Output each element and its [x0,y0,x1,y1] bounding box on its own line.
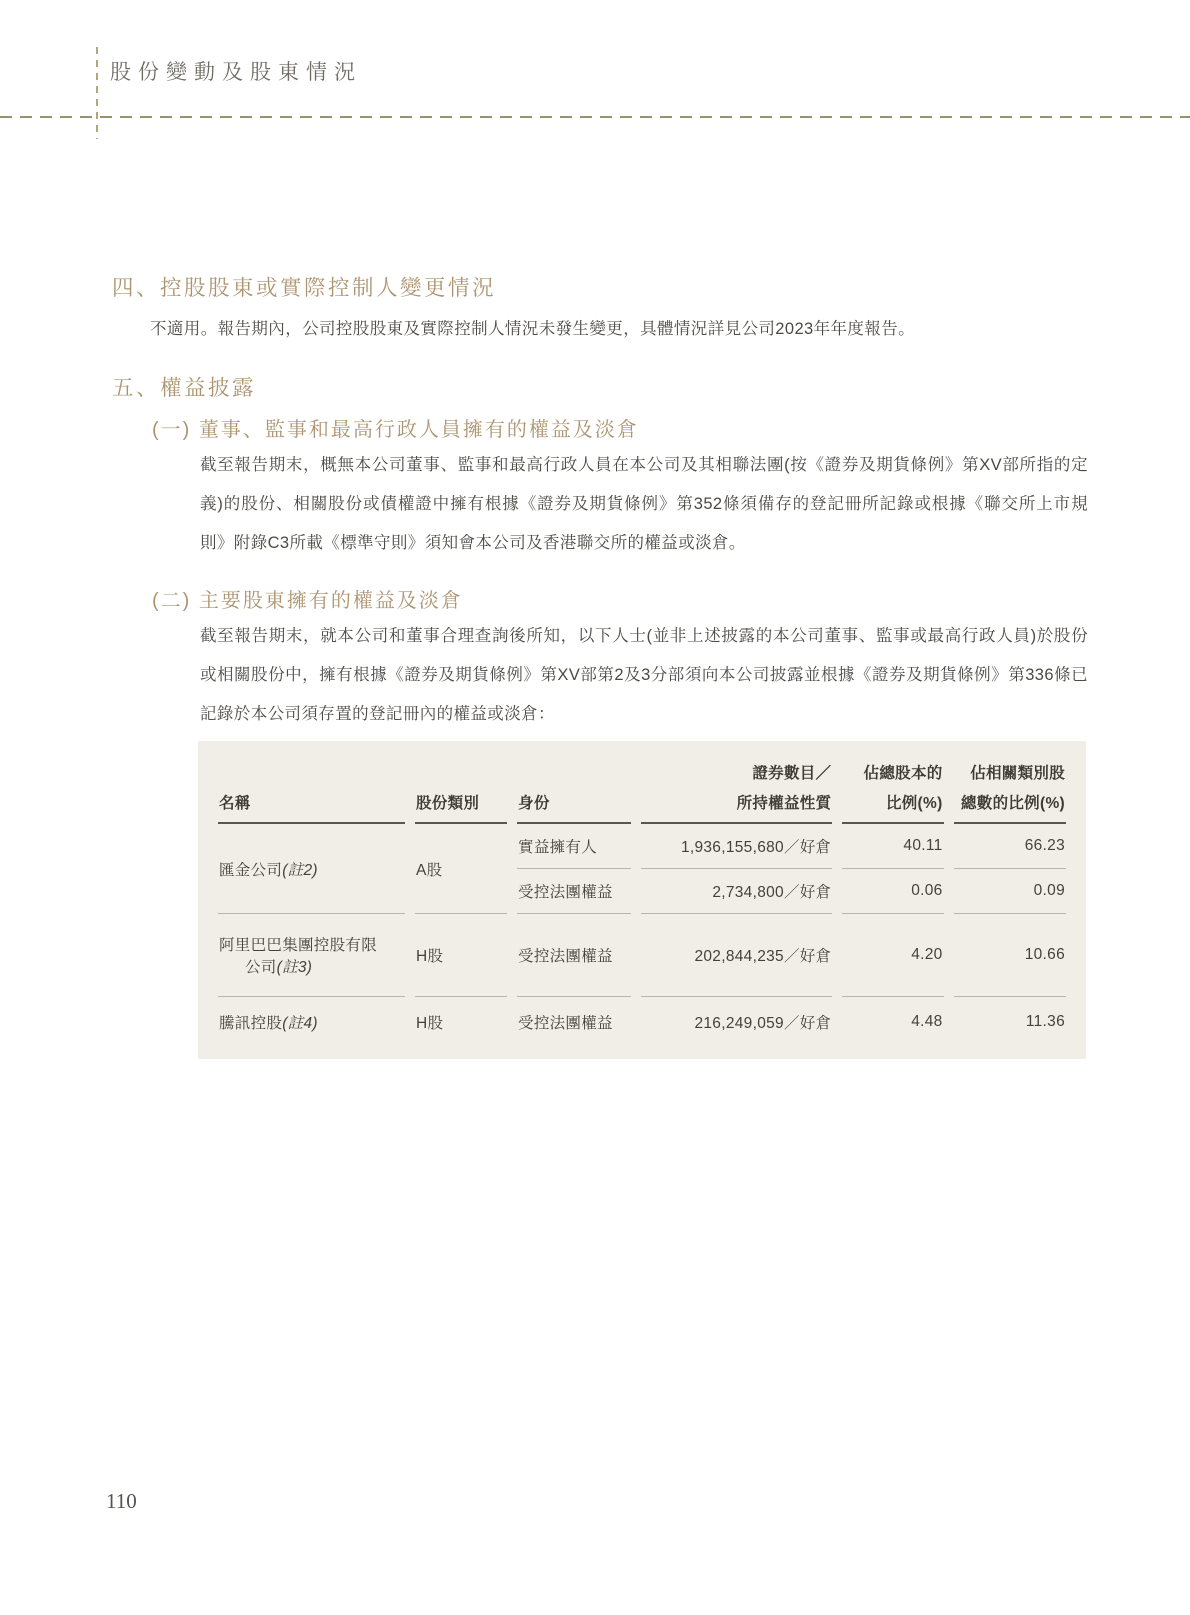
section5-sub1-heading: (一) 董事、監事和最高行政人員擁有的權益及淡倉 [152,419,639,441]
header-securities: 所持權益性質 [641,784,832,824]
header-securities-top: 證券數目／ [752,765,832,782]
cell-securities: 202,844,235／好倉 [641,914,832,997]
cell-securities: 1,936,155,680／好倉 [641,824,832,869]
table-header-row-bottom [218,784,1066,824]
shareholder-name-line2 [219,955,404,977]
cell-shareholder-name [218,997,405,1047]
cell-pct-total: 4.20 [842,914,943,997]
cell-pct-class: 66.23 [954,824,1066,869]
header-pct-class-top: 佔相關類別股 [970,765,1065,782]
header-capacity: 身份 [517,784,631,824]
header-pct-total: 比例(%) [842,784,943,824]
header-pct-total-top: 佔總股本的 [863,765,943,782]
cell-pct-class: 0.09 [954,869,1066,914]
shareholder-note: (註2) [282,861,318,879]
page-number: 110 [106,1489,137,1513]
cell-securities: 216,249,059／好倉 [694,1015,832,1032]
shareholder-note: (註3) [276,959,313,976]
shareholder-note: (註4) [282,1015,318,1032]
header-share-class: 股份類別 [415,784,507,824]
shareholder-name-text: 騰訊控股 [219,1015,283,1032]
cell-capacity: 受控法團權益 [517,914,631,997]
table-header-row-top [218,747,1066,784]
cell-share-class: H股 [415,914,507,997]
table-row [218,997,1066,1047]
cell-pct-total: 4.48 [911,1013,943,1030]
header-name-top [218,747,405,784]
header-pct-class: 總數的比例(%) [954,784,1066,824]
header-horizontal-dashed-rule [0,116,1190,118]
header-name: 名稱 [218,784,405,824]
section4-paragraph: 不適用。報告期內，公司控股股東及實際控制人情況未發生變更，具體情況詳見公司2023年年度報告。 [150,320,916,338]
header-class-top [415,747,507,784]
cell-shareholder-name [218,914,405,997]
header-capacity-top [517,747,631,784]
cell-securities: 2,734,800／好倉 [641,869,832,914]
cell-pct-total: 40.11 [842,824,943,869]
cell-share-class: H股 [415,1015,444,1032]
major-shareholders-table [198,741,1086,1059]
cell-capacity: 實益擁有人 [517,824,631,869]
cell-pct-class: 10.66 [954,914,1066,997]
shareholder-name-text: 匯金公司 [219,861,283,879]
header-vertical-dashed-rule [96,47,98,139]
cell-shareholder-name [218,824,405,914]
cell-share-class: A股 [415,824,507,914]
section5-heading: 五、權益披露 [112,376,257,400]
cell-capacity: 受控法團權益 [517,869,631,914]
cell-capacity: 受控法團權益 [518,1015,613,1032]
shareholder-name-text: 公司 [245,959,277,976]
section5-sub2-heading: (二) 主要股東擁有的權益及淡倉 [152,590,463,612]
cell-pct-class: 11.36 [1025,1013,1065,1030]
section4-heading: 四、控股股東或實際控制人變更情況 [112,276,497,300]
page-header-title: 股份變動及股東情況 [110,60,362,84]
shareholder-name-line1: 阿里巴巴集團控股有限 [219,937,378,954]
section5-sub2-paragraph: 截至報告期末，就本公司和董事合理查詢後所知，以下人士(並非上述披露的本公司董事、監事或最高行政人員)於股份或相關股份中，擁有根據《證券及期貨條例》第XV部第2及3分部須向本公司披露並根據《證券及期貨條例》第336條已記錄於本公司須存置的登記冊內的權益或淡倉： [200,627,1088,723]
table-row [218,824,1066,869]
cell-pct-total: 0.06 [842,869,943,914]
table-row [218,914,1066,997]
section5-sub1-paragraph: 截至報告期末，概無本公司董事、監事和最高行政人員在本公司及其相聯法團(按《證券及期貨條例》第XV部所指的定義)的股份、相關股份或債權證中擁有根據《證券及期貨條例》第352條須備存的登記冊所記錄或根據《聯交所上市規則》附錄C3所載《標準守則》須知會本公司及香港聯交所的權益或淡倉。 [200,456,1088,552]
